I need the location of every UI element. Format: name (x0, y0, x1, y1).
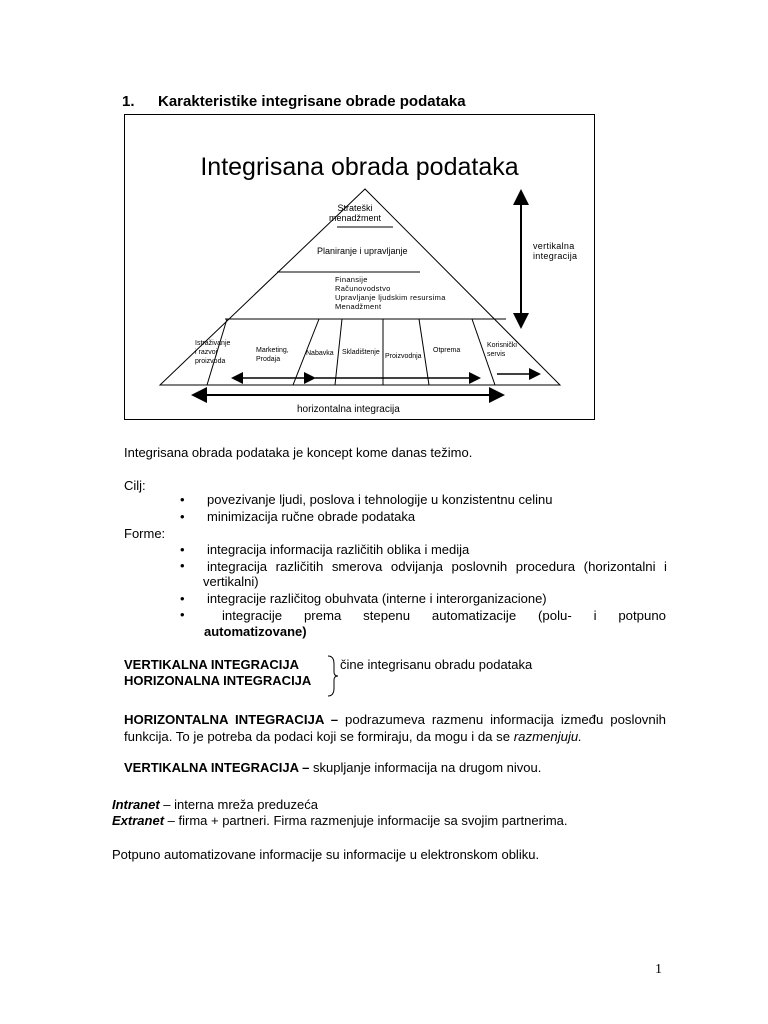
level-finance: Finansije (335, 275, 368, 284)
cilj-item-1: povezivanje ljudi, poslova i tehnologije u konzistentnu celinu (207, 492, 553, 507)
function-customer-service-line2: servis (487, 351, 506, 358)
page-number: 1 (655, 962, 662, 977)
section-number: 1. (122, 93, 135, 110)
function-marketing (256, 346, 289, 364)
intranet-term: Intranet (112, 797, 160, 812)
level-management: Menadžment (335, 302, 382, 311)
vertical-definition-term: VERTIKALNA INTEGRACIJA – (124, 760, 310, 775)
function-procurement: Nabavka (306, 350, 334, 357)
forme-label: Forme: (124, 526, 166, 541)
vertical-label-line2: integracija (533, 251, 578, 261)
level-strategic-line2: menadžment (328, 213, 382, 223)
vertical-integration-label (533, 241, 577, 261)
forme-item-2-continued: vertikalni) (203, 574, 259, 589)
vertical-label-line1: vertikalna (533, 241, 575, 251)
bullet-marker: • (180, 492, 185, 507)
level-accounting: Računovodstvo (335, 284, 391, 293)
intranet-text: – interna mreža preduzeća (159, 797, 318, 812)
cilj-item-2: minimizacija ručne obrade podataka (207, 509, 416, 524)
function-marketing-line1: Marketing, (256, 347, 289, 354)
extranet-line (112, 813, 568, 829)
function-warehousing: Skladištenje (342, 349, 380, 356)
brace-horizontal-term: HORIZONALNA INTEGRACIJA (124, 673, 312, 688)
level-strategic (327, 203, 383, 223)
horizontal-definition-text: podrazumeva razmenu informacija između poslovnih funkcija. To je potreba da podaci koji se formiraju, da mogu i da se (124, 712, 666, 744)
brace-vertical-term: VERTIKALNA INTEGRACIJA (124, 657, 300, 672)
function-research-line1: Istraživanje (195, 340, 231, 347)
level-functions-management (335, 275, 446, 311)
vertical-definition (124, 760, 541, 776)
bullet-marker: • (180, 509, 185, 524)
extranet-text: – firma + partneri. Firma razmenjuje informacije sa svojim partnerima. (164, 813, 568, 828)
forme-item-1: integracija informacija različitih oblika i medija (207, 542, 470, 557)
function-marketing-line2: Prodaja (256, 356, 281, 363)
function-production: Proizvodnja (385, 353, 422, 360)
horizontal-definition-term: HORIZONTALNA INTEGRACIJA – (124, 712, 339, 727)
section-heading (122, 93, 466, 110)
horizontal-definition-italic: razmenjuju. (513, 729, 582, 744)
bullet-marker: • (180, 558, 185, 573)
function-research-line3: proizvoda (195, 358, 226, 365)
extranet-term: Extranet (112, 813, 165, 828)
intranet-line (112, 797, 318, 813)
function-research-line2: i razvoj (195, 349, 218, 356)
forme-item-3: integracije različitog obuhvata (interne i interorganizacione) (207, 591, 547, 606)
section-title: Karakteristike integrisane obrade podataka (158, 93, 466, 110)
function-customer-service-line1: Korisnički (487, 342, 517, 349)
function-research (195, 339, 230, 366)
closing-text: Potpuno automatizovane informacije su informacije u elektronskom obliku. (112, 847, 540, 862)
level-planning: Planiranje i upravljanje (317, 246, 408, 256)
bullet-marker: • (180, 591, 185, 606)
forme-item-4-continued: automatizovane) (204, 624, 307, 639)
bullet-marker: • (180, 542, 185, 557)
cilj-label: Cilj: (124, 478, 146, 493)
forme-item-4: integracije prema stepenu automatizacije (polu- i potpuno (222, 608, 666, 623)
level-hr: Upravljanje ljudskim resursima (335, 293, 446, 302)
brace-note: čine integrisanu obradu podataka (340, 657, 533, 672)
forme-item-2: integracija različitih smerova odvijanja poslovnih procedura (horizontalni i (207, 559, 667, 574)
column-divider-3 (335, 319, 342, 385)
horizontal-definition (124, 711, 666, 745)
horizontal-integration-label: horizontalna integracija (297, 404, 400, 415)
function-customer-service (487, 341, 517, 359)
bullet-marker: • (180, 607, 185, 622)
function-shipping: Otprema (433, 347, 461, 354)
intro-text: Integrisana obrada podataka je koncept kome danas težimo. (124, 445, 473, 460)
pyramid-figure (124, 114, 595, 420)
level-strategic-line1: Strateški (337, 203, 373, 213)
curly-brace (324, 654, 340, 698)
vertical-definition-text: skupljanje informacija na drugom nivou. (309, 760, 542, 775)
figure-title: Integrisana obrada podataka (200, 153, 519, 181)
